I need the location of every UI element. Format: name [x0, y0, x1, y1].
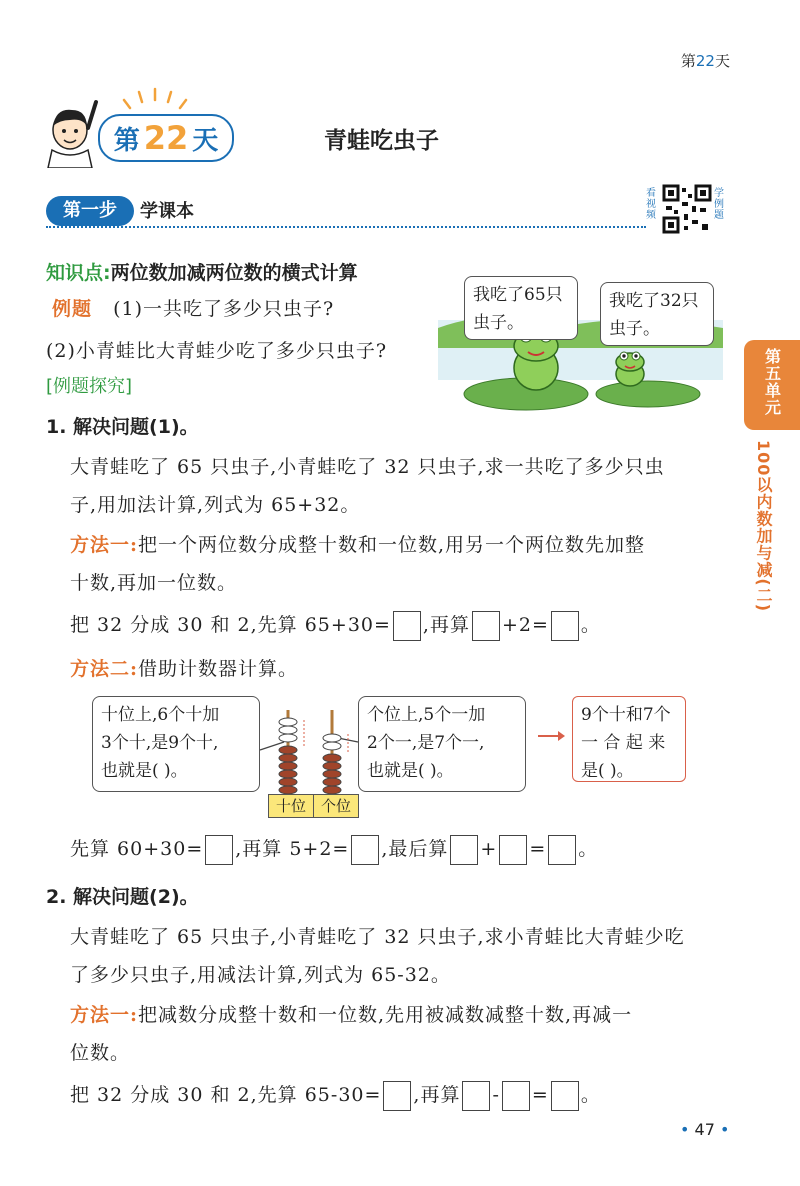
unit-tab: 第五单元: [744, 340, 800, 430]
example-explore-label: [例题探究]: [46, 376, 133, 397]
unit-topic: 100以内数加与减(二): [754, 440, 773, 613]
problem1-heading: 1. 解决问题(1)。: [46, 416, 199, 438]
problem2-text2: 了多少只虫子,用减法计算,列式为 65-32。: [70, 964, 451, 986]
example-q1: 例题 (1)一共吃了多少只虫子?: [52, 298, 335, 320]
abacus-icon: [258, 708, 362, 796]
answer-box[interactable]: [205, 835, 233, 865]
sun-rays-icon: [120, 86, 190, 112]
answer-box[interactable]: [450, 835, 478, 865]
dot-icon: •: [719, 1120, 730, 1139]
answer-box[interactable]: [351, 835, 379, 865]
step-badge: 第一步: [46, 196, 134, 226]
boy-mascot-icon: [42, 98, 102, 168]
sum-explanation-box: 9个十和7个 一 合 起 来 是( )。: [572, 696, 686, 782]
dot-icon: •: [680, 1120, 690, 1139]
page-number: • 47 •: [680, 1120, 730, 1139]
small-frog-bubble: 我吃了32只 虫子。: [600, 282, 714, 346]
answer-box[interactable]: [499, 835, 527, 865]
problem1-text1: 大青蛙吃了 65 只虫子,小青蛙吃了 32 只虫子,求一共吃了多少只虫: [70, 456, 665, 478]
answer-box[interactable]: [548, 835, 576, 865]
step-divider: [46, 226, 646, 228]
answer-box[interactable]: [462, 1081, 490, 1111]
ones-explanation-box: 个位上,5个一加 2个一,是7个一, 也就是( )。: [358, 696, 526, 792]
problem1-method2: 方法二:借助计数器计算。: [70, 658, 299, 680]
day-label: 第22天: [680, 52, 730, 70]
example-q2: (2)小青蛙比大青蛙少吃了多少只虫子?: [46, 340, 388, 362]
problem2-heading: 2. 解决问题(2)。: [46, 886, 199, 908]
tens-explanation-box: 十位上,6个十加 3个十,是9个十, 也就是( )。: [92, 696, 260, 792]
answer-box[interactable]: [383, 1081, 411, 1111]
problem1-calc1: 把 32 分成 30 和 2,先算 65+30= ,再算 +2= 。: [70, 610, 601, 641]
answer-box[interactable]: [393, 611, 421, 641]
answer-box[interactable]: [472, 611, 500, 641]
knowledge-point: [46, 258, 358, 285]
answer-box[interactable]: [551, 1081, 579, 1111]
big-frog-bubble: 我吃了65只 虫子。: [464, 276, 578, 340]
page-title: 青蛙吃虫子: [324, 128, 439, 154]
problem2-calc: 把 32 分成 30 和 2,先算 65-30= ,再算 - = 。: [70, 1080, 601, 1111]
abacus-tens-label: 十位: [268, 794, 314, 818]
problem2-method1-line1: 方法一:把减数分成整十数和一位数,先用被减数减整十数,再减一: [70, 1004, 633, 1026]
abacus-ones-label: 个位: [313, 794, 359, 818]
answer-box[interactable]: [551, 611, 579, 641]
problem2-text1: 大青蛙吃了 65 只虫子,小青蛙吃了 32 只虫子,求小青蛙比大青蛙少吃: [70, 926, 685, 948]
qr-left-label: 看视频: [646, 188, 656, 221]
problem1-method1-line2: 十数,再加一位数。: [70, 572, 238, 594]
step-label: 学课本: [140, 201, 194, 222]
problem1-method1-line1: 方法一:把一个两位数分成整十数和一位数,用另一个两位数先加整: [70, 534, 646, 556]
knowledge-label: 知识点:: [46, 262, 111, 284]
qr-right-label: 学例题: [714, 188, 724, 221]
problem1-calc2: 先算 60+30= ,再算 5+2= ,最后算 + = 。: [70, 834, 598, 865]
problem1-text2: 子,用加法计算,列式为 65+32。: [70, 494, 361, 516]
problem2-method1-line2: 位数。: [70, 1042, 131, 1064]
knowledge-text: 两位数加减两位数的横式计算: [110, 262, 358, 284]
day-badge: 第 22 天: [98, 114, 234, 162]
qr-code-icon[interactable]: [662, 184, 712, 234]
answer-box[interactable]: [502, 1081, 530, 1111]
arrow-right-icon: [536, 730, 566, 742]
